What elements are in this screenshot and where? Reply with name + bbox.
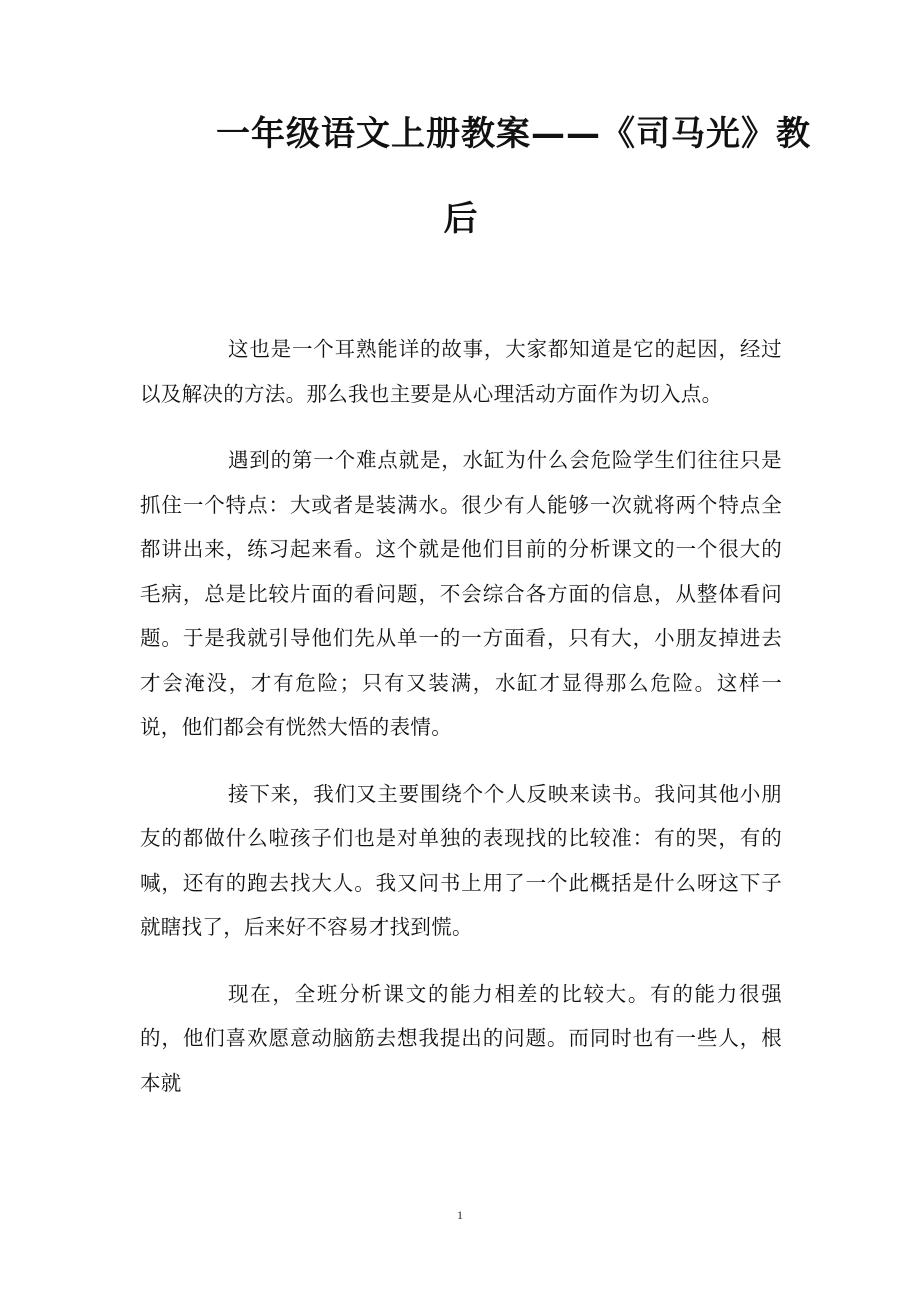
title-line-2: 后 [443,199,479,239]
paragraph-1: 这也是一个耳熟能详的故事，大家都知道是它的起因，经过以及解决的方法。那么我也主要是从心理活动方面作为切入点。 [140,337,782,406]
document-body [140,327,782,1127]
paragraph-4: 现在，全班分析课文的能力相差的比较大。有的能力很强的，他们喜欢愿意动脑筋去想我提出的问题。而同时也有一些人，根本就 [140,981,782,1095]
paragraph-3: 接下来，我们又主要围绕个个人反映来读书。我问其他小朋友的都做什么啦孩子们也是对单独的表现找的比较准：有的哭，有的喊，还有的跑去找大人。我又问书上用了一个此概括是什么呀这下子就瞎找了，后来好不容易才找到慌。 [140,781,782,939]
paragraph-2: 遇到的第一个难点就是，水缸为什么会危险学生们往往只是抓住一个特点：大或者是装满水。很少有人能够一次就将两个特点全都讲出来，练习起来看。这个就是他们目前的分析课文的一个很大的毛病，总是比较片面的看问题，不会综合各方面的信息，从整体看问题。于是我就引导他们先从单一的一方面看，只有大，小朋友掉进去才会淹没，才有危险；只有又装满，水缸才显得那么危险。这样一说，他们都会有恍然大悟的表情。 [140,448,782,739]
page-number: 1 [457,1208,463,1222]
title-line-1: 一年级语文上册教案——《司马光》教 [216,114,811,154]
